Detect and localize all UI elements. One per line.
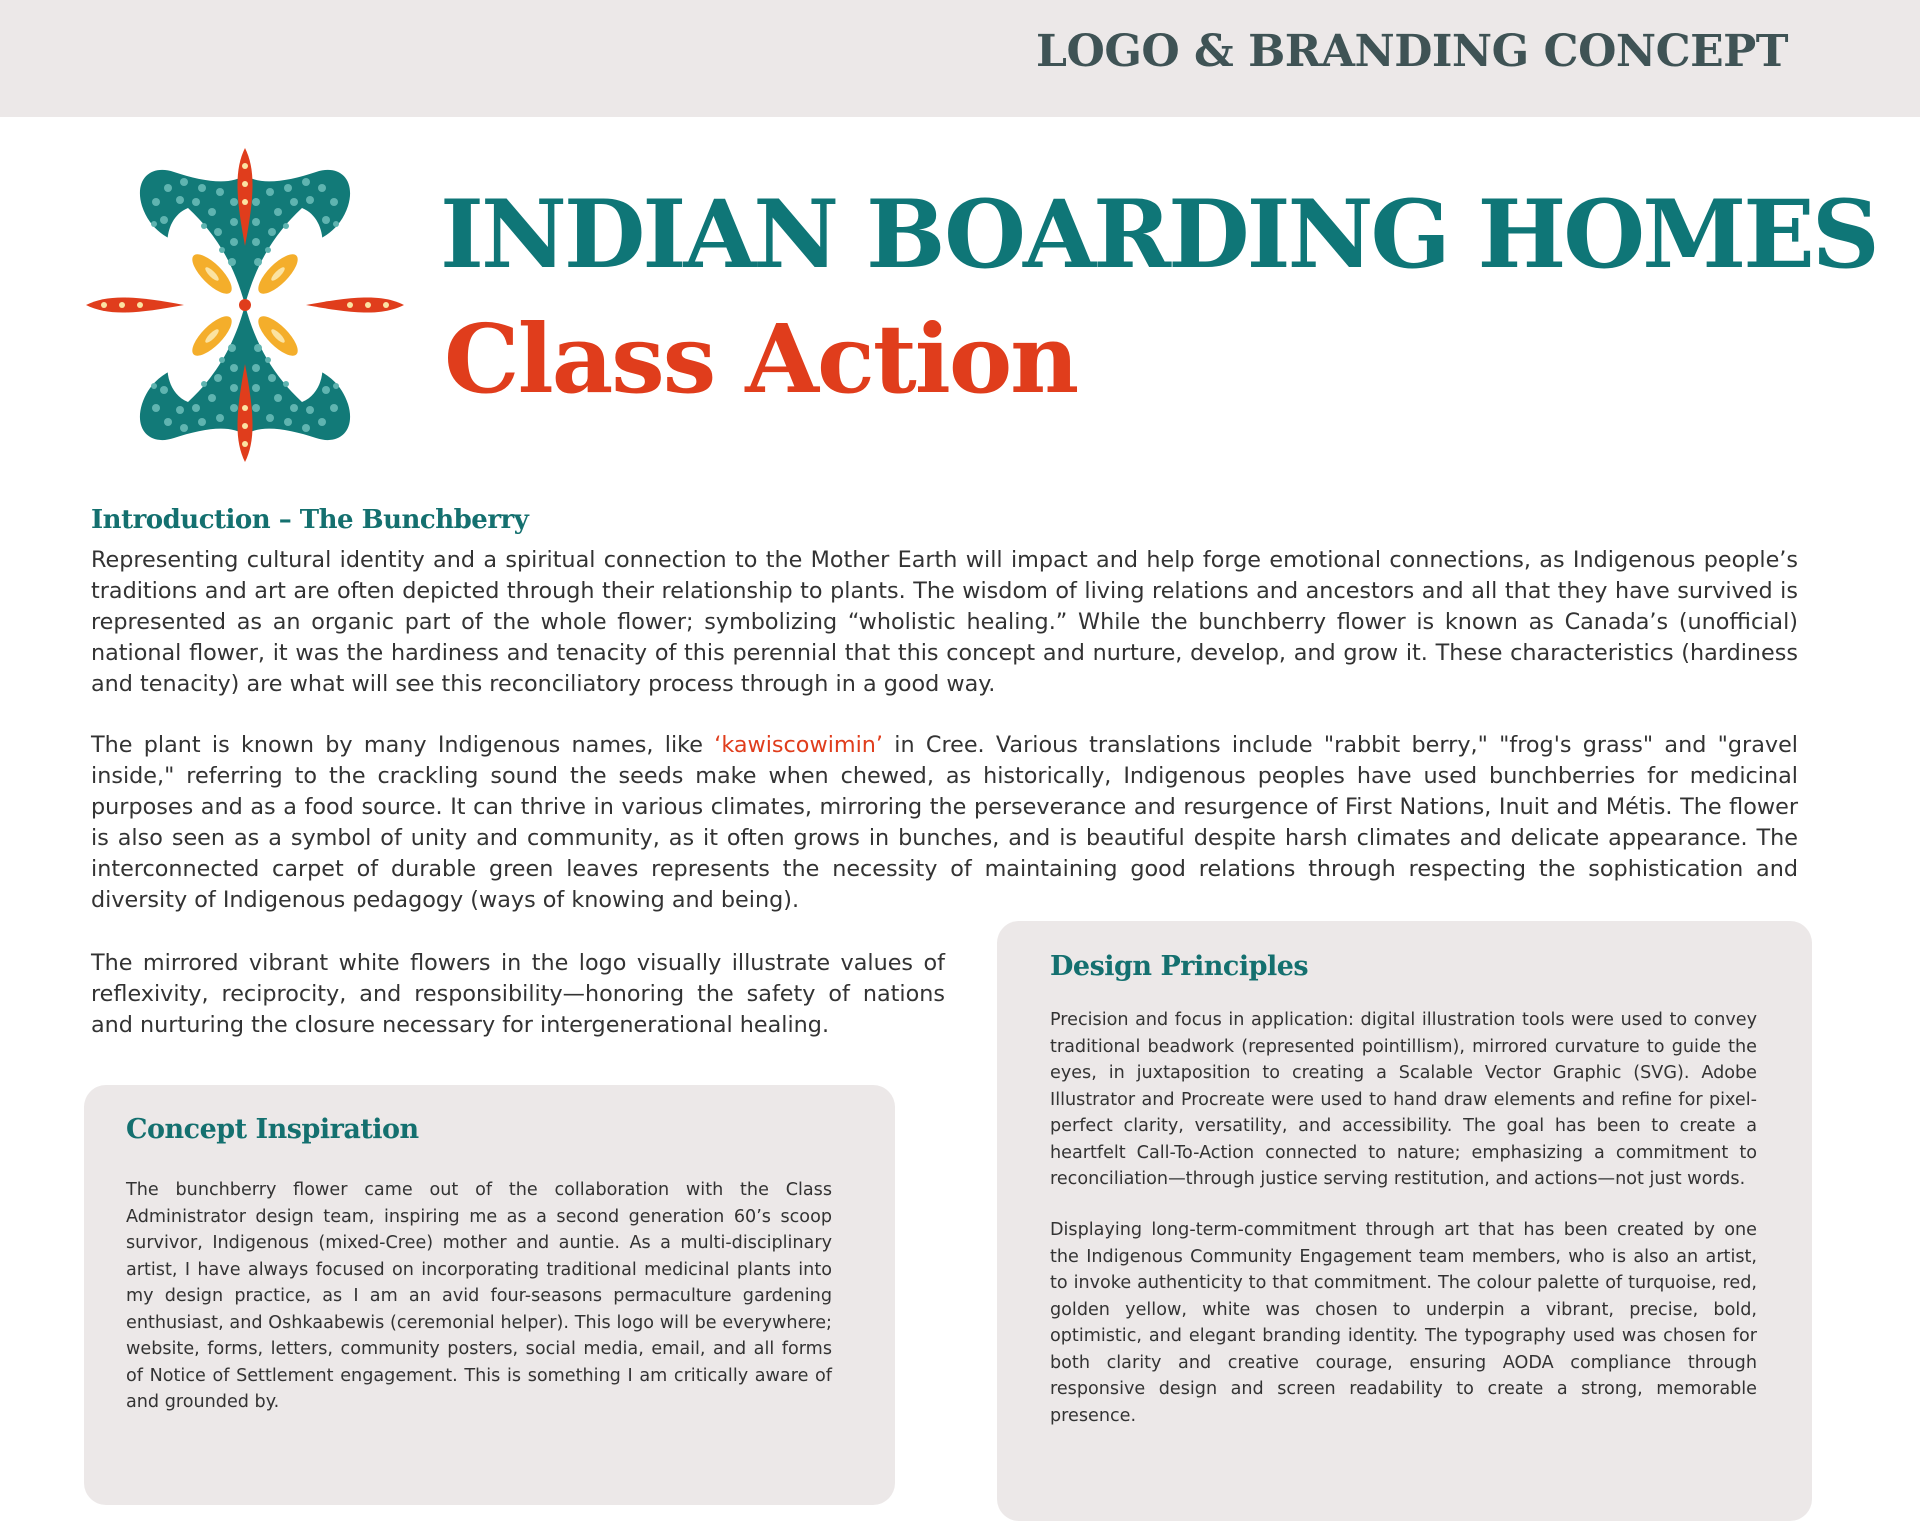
introduction-paragraph-2: The plant is known by many Indigenous names, like ‘kawiscowimin’ in Cree. Various translations include "rabbit berry," "frog's grass" and "gravel inside," referring to the crackling sound the seeds make when chewed, as historically, Indigenous peoples have used bunchberries for medicinal purposes and as a food source. It can thrive in various climates, mirroring the perseverance and resurgence of First Nations, Inuit and Métis. The flower is also seen as a symbol of unity and community, as it often grows in bunches, and is beautiful despite harsh climates and delicate appearance. The interconnected carpet of durable green leaves represents the necessity of maintaining good relations through respecting the sophistication and diversity of Indigenous pedagogy (ways of knowing and being). bbox=[91, 732, 1798, 913]
introduction-paragraph-1: Representing cultural identity and a spiritual connection to the Mother Earth will impact and help forge emotional connections, as Indigenous people’s traditions and art are often depicted through their relationship to plants. The wisdom of living relations and ancestors and all that they have survived is represented as an organic part of the whole flower; symbolizing “wholistic healing.” While the bunchberry flower is known as Canada’s (unofficial) national flower, it was the hardiness and tenacity of this perennial that this concept and nurture, develop, and grow it. These characteristics (hardiness and tenacity) are what will see this reconciliatory process through in a good way. bbox=[91, 547, 1798, 697]
design-principles-paragraph-1: Precision and focus in application: digital illustration tools were used to convey traditional beadwork (represented pointillism), mirrored curvature to guide the eyes, in juxtaposition to creating a Scalable Vector Graphic (SVG). Adobe Illustrator and Procreate were used to hand draw elements and refine for pixel-perfect clarity, versatility, and accessibility. The goal has been to create a heartfelt Call-To-Action connected to nature; emphasizing a commitment to reconciliation—through justice serving restitution, and actions—not just words. bbox=[1050, 1010, 1757, 1189]
title-main: INDIAN BOARDING HOMES bbox=[440, 180, 1877, 290]
design-principles-card bbox=[997, 921, 1812, 1521]
bunchberry-logo bbox=[84, 146, 406, 464]
concept-inspiration-heading: Concept Inspiration bbox=[126, 1114, 419, 1145]
design-principles-heading: Design Principles bbox=[1050, 951, 1309, 982]
header-bar bbox=[0, 0, 1920, 117]
logo-quadrant bbox=[140, 170, 251, 305]
logo-center bbox=[239, 299, 251, 311]
concept-inspiration-text: The bunchberry flower came out of the collaboration with the Class Administrator design team, inspiring me as a second generation 60’s scoop survivor, Indigenous (mixed-Cree) mother and auntie. As a multi-disciplinary artist, I have always focused on incorporating traditional medicinal plants into my design practice, as I am an avid four-seasons permaculture gardening enthusiast, and Oshkaabewis (ceremonial helper). This logo will be everywhere; website, forms, letters, community posters, social media, email, and all forms of Notice of Settlement engagement. This is something I am critically aware of and grounded by. bbox=[126, 1180, 832, 1412]
title-sub: Class Action bbox=[444, 304, 1078, 415]
introduction-paragraph-3: The mirrored vibrant white flowers in the logo visually illustrate values of reflexivity, reciprocity, and responsibility—honoring the safety of nations and nurturing the closure necessary for intergenerational healing. bbox=[91, 950, 945, 1038]
introduction-heading: Introduction – The Bunchberry bbox=[91, 505, 529, 535]
design-principles-paragraph-2: Displaying long-term-commitment through art that has been created by one the Indigenous Community Engagement team members, who is also an artist, to invoke authenticity to that commitment. The colour palette of turquoise, red, golden yellow, white was chosen to underpin a vibrant, precise, bold, optimistic, and elegant branding identity. The typography used was chosen for both clarity and creative courage, ensuring AODA compliance through responsive design and screen readability to create a strong, memorable presence. bbox=[1050, 1220, 1757, 1426]
concept-inspiration-card bbox=[84, 1085, 895, 1505]
cree-name-highlight: ‘kawiscowimin’ bbox=[714, 732, 884, 758]
header-label: LOGO & BRANDING CONCEPT bbox=[1036, 26, 1788, 77]
